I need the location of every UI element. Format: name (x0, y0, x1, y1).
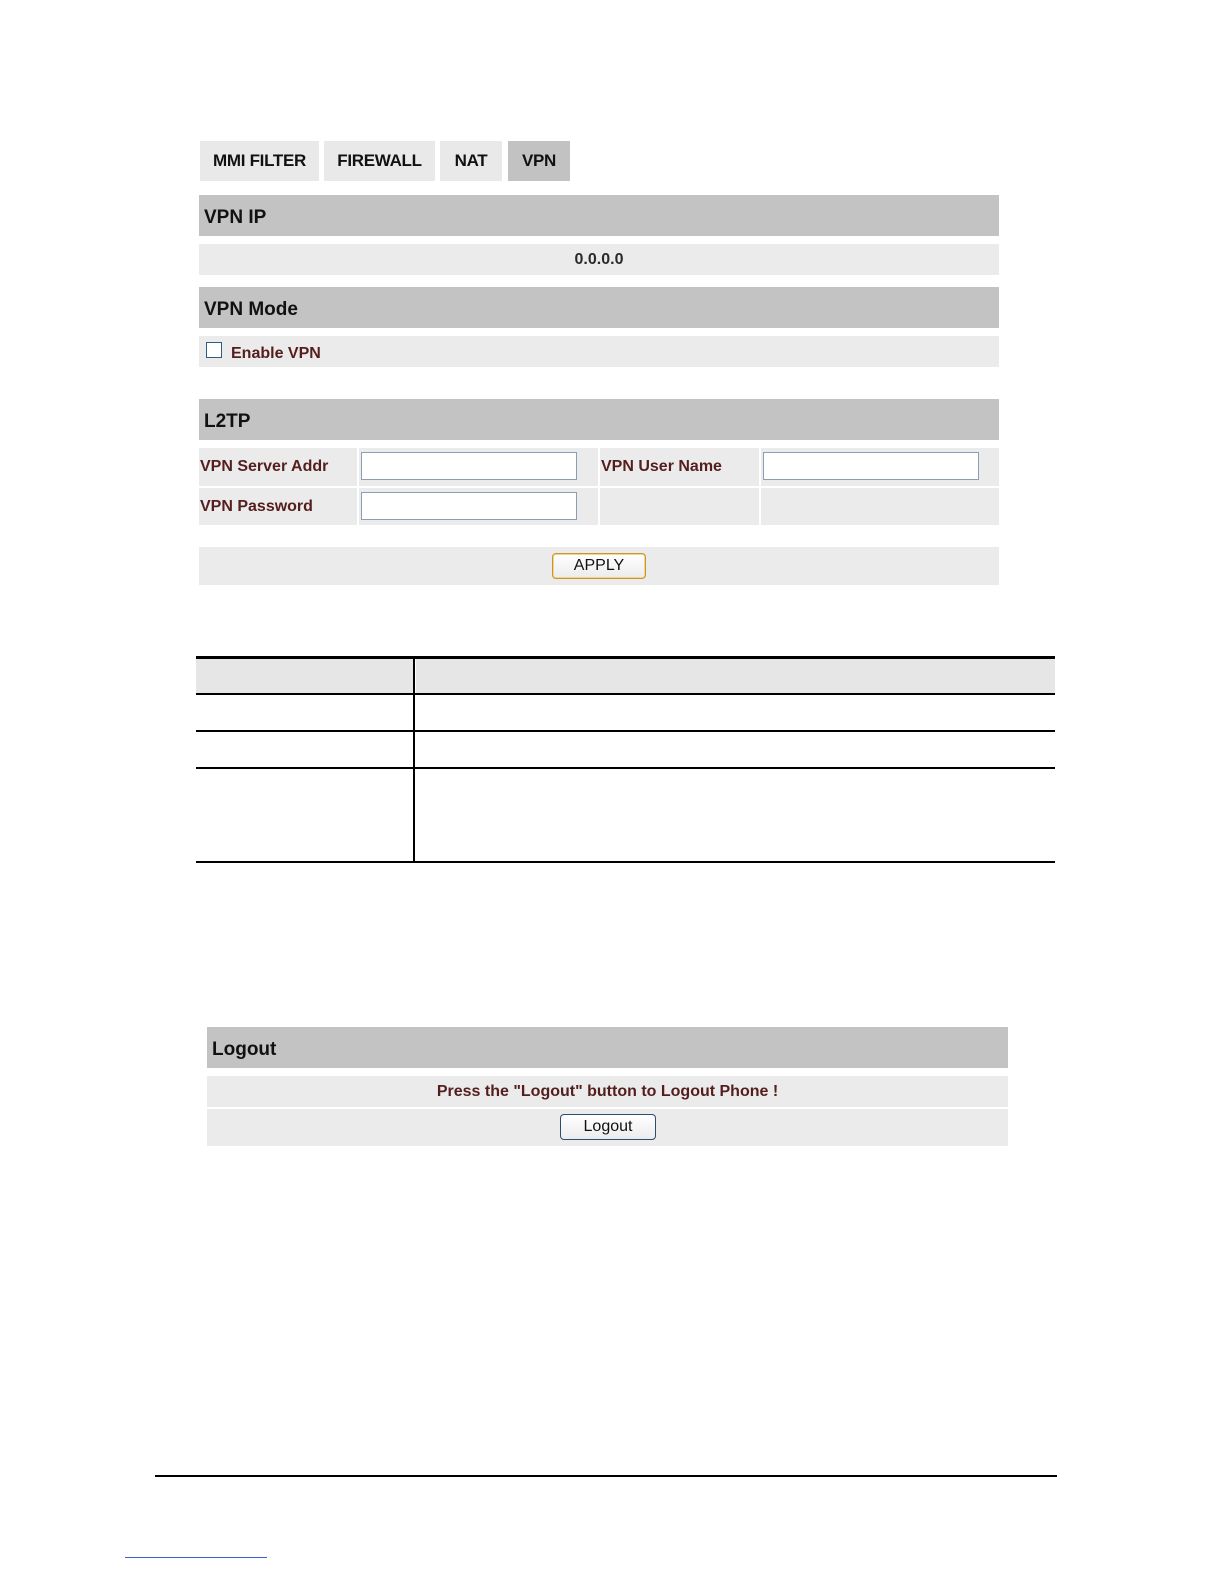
tab-vpn[interactable]: VPN (508, 141, 570, 181)
empty-cell-1 (600, 488, 759, 525)
vpn-ip-row (199, 244, 999, 275)
server-addr-input[interactable] (361, 452, 577, 480)
password-input[interactable] (361, 492, 577, 520)
footer-link-underline (125, 1557, 267, 1558)
tab-firewall[interactable]: FIREWALL (324, 141, 435, 181)
logout-message-row (207, 1076, 1008, 1107)
table-row-rule (196, 767, 1055, 769)
vpn-mode-header: VPN Mode (199, 287, 999, 328)
table-column-divider (413, 658, 415, 862)
table-header-cell-2 (416, 658, 1055, 694)
user-name-input[interactable] (763, 452, 979, 480)
tab-mmi-filter[interactable]: MMI FILTER (200, 141, 319, 181)
vpn-mode-row (199, 336, 999, 367)
user-name-field-cell (761, 448, 999, 486)
server-addr-field-cell (359, 448, 598, 486)
logout-button[interactable]: Logout (560, 1114, 656, 1140)
table-row-rule (196, 730, 1055, 732)
table-header-cell-1 (196, 658, 414, 694)
user-name-label: VPN User Name (601, 458, 722, 475)
logout-header: Logout (207, 1027, 1008, 1068)
tab-nat[interactable]: NAT (440, 141, 502, 181)
password-field-cell (359, 488, 598, 525)
l2tp-header: L2TP (199, 399, 999, 440)
password-label: VPN Password (200, 498, 313, 515)
table-top-rule (196, 656, 1055, 659)
enable-vpn-checkbox[interactable] (206, 342, 222, 358)
apply-button[interactable]: APPLY (552, 553, 646, 579)
logout-button-row (207, 1109, 1008, 1146)
table-header-rule (196, 693, 1055, 695)
server-addr-label-cell (199, 448, 357, 486)
server-addr-label: VPN Server Addr (200, 458, 329, 475)
table-bottom-rule (196, 861, 1055, 863)
vpn-ip-value: 0.0.0.0 (574, 251, 624, 268)
enable-vpn-label: Enable VPN (231, 345, 321, 362)
apply-row (199, 547, 999, 585)
vpn-ip-header: VPN IP (199, 195, 999, 236)
empty-cell-2 (761, 488, 999, 525)
logout-message: Press the "Logout" button to Logout Phone ! (436, 1083, 779, 1100)
password-label-cell (199, 488, 357, 525)
footer-rule (155, 1475, 1057, 1477)
user-name-label-cell (600, 448, 759, 486)
